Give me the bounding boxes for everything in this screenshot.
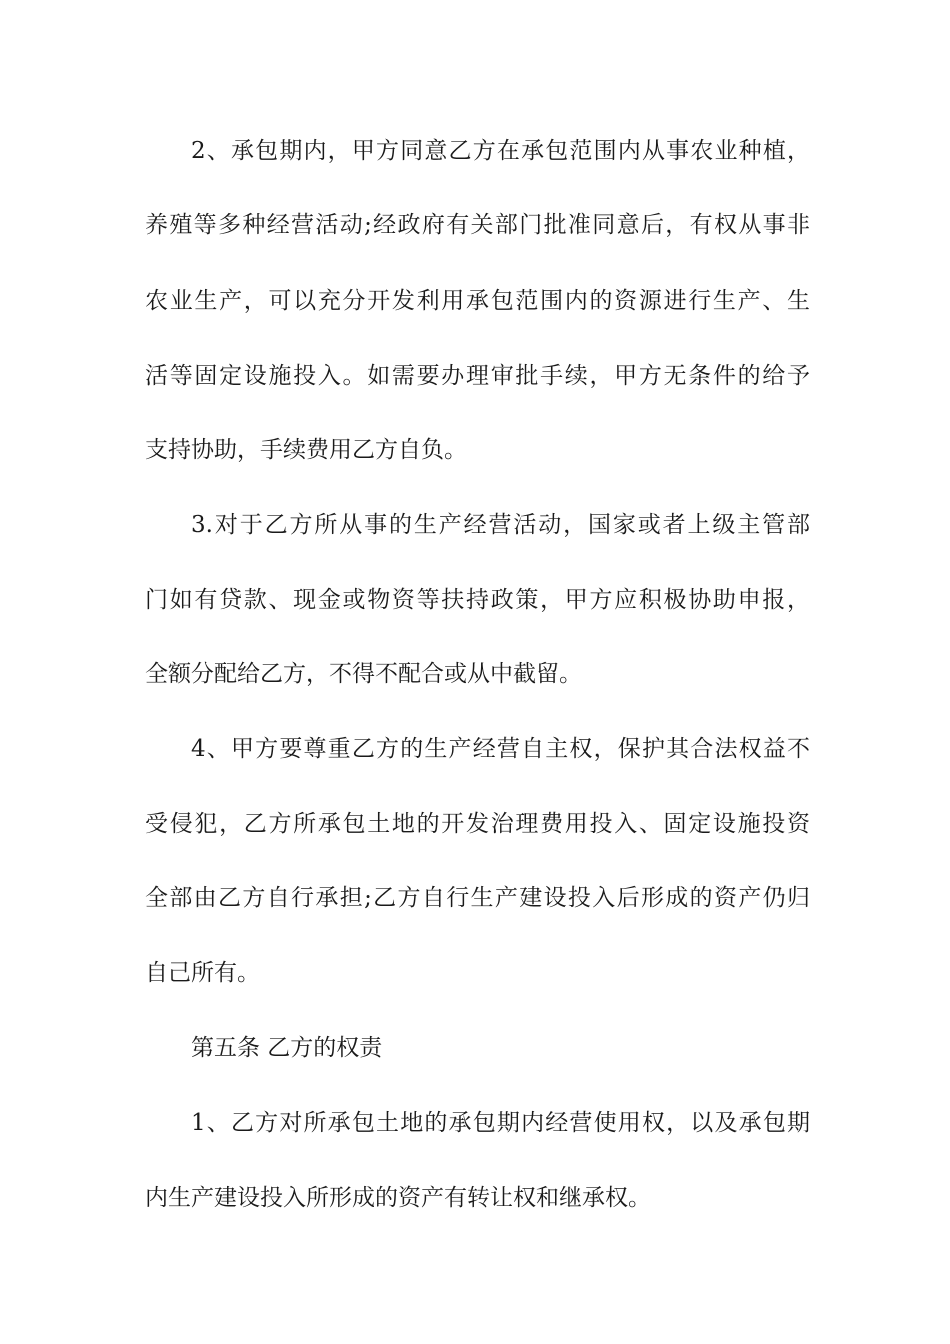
paragraph-line: 4、甲方要尊重乙方的生产经营自主权，保护其合法权益不 [191,736,810,762]
paragraph-line: 自己所有。 [145,960,260,986]
paragraph-line: 1、乙方对所承包土地的承包期内经营使用权，以及承包期 [191,1110,810,1136]
paragraph-line: 支持协助，手续费用乙方自负。 [145,437,467,463]
paragraph-line: 门如有贷款、现金或物资等扶持政策，甲方应积极协助申报， [145,587,810,613]
paragraph-line: 3.对于乙方所从事的生产经营活动，国家或者上级主管部 [191,512,810,538]
paragraph-line: 内生产建设投入所形成的资产有转让权和继承权。 [145,1185,651,1211]
paragraph-line: 活等固定设施投入。如需要办理审批手续，甲方无条件的给予 [145,363,810,389]
paragraph-line: 受侵犯，乙方所承包土地的开发治理费用投入、固定设施投资 [145,811,810,837]
paragraph-line: 全部由乙方自行承担;乙方自行生产建设投入后形成的资产仍归 [145,885,810,911]
paragraph-line: 农业生产，可以充分开发利用承包范围内的资源进行生产、生 [145,288,810,314]
paragraph-line: 养殖等多种经营活动;经政府有关部门批准同意后，有权从事非 [145,212,810,238]
article-heading: 第五条 乙方的权责 [191,1035,383,1061]
paragraph-line: 2、承包期内，甲方同意乙方在承包范围内从事农业种植， [191,138,810,164]
paragraph-line: 全额分配给乙方，不得不配合或从中截留。 [145,661,582,687]
